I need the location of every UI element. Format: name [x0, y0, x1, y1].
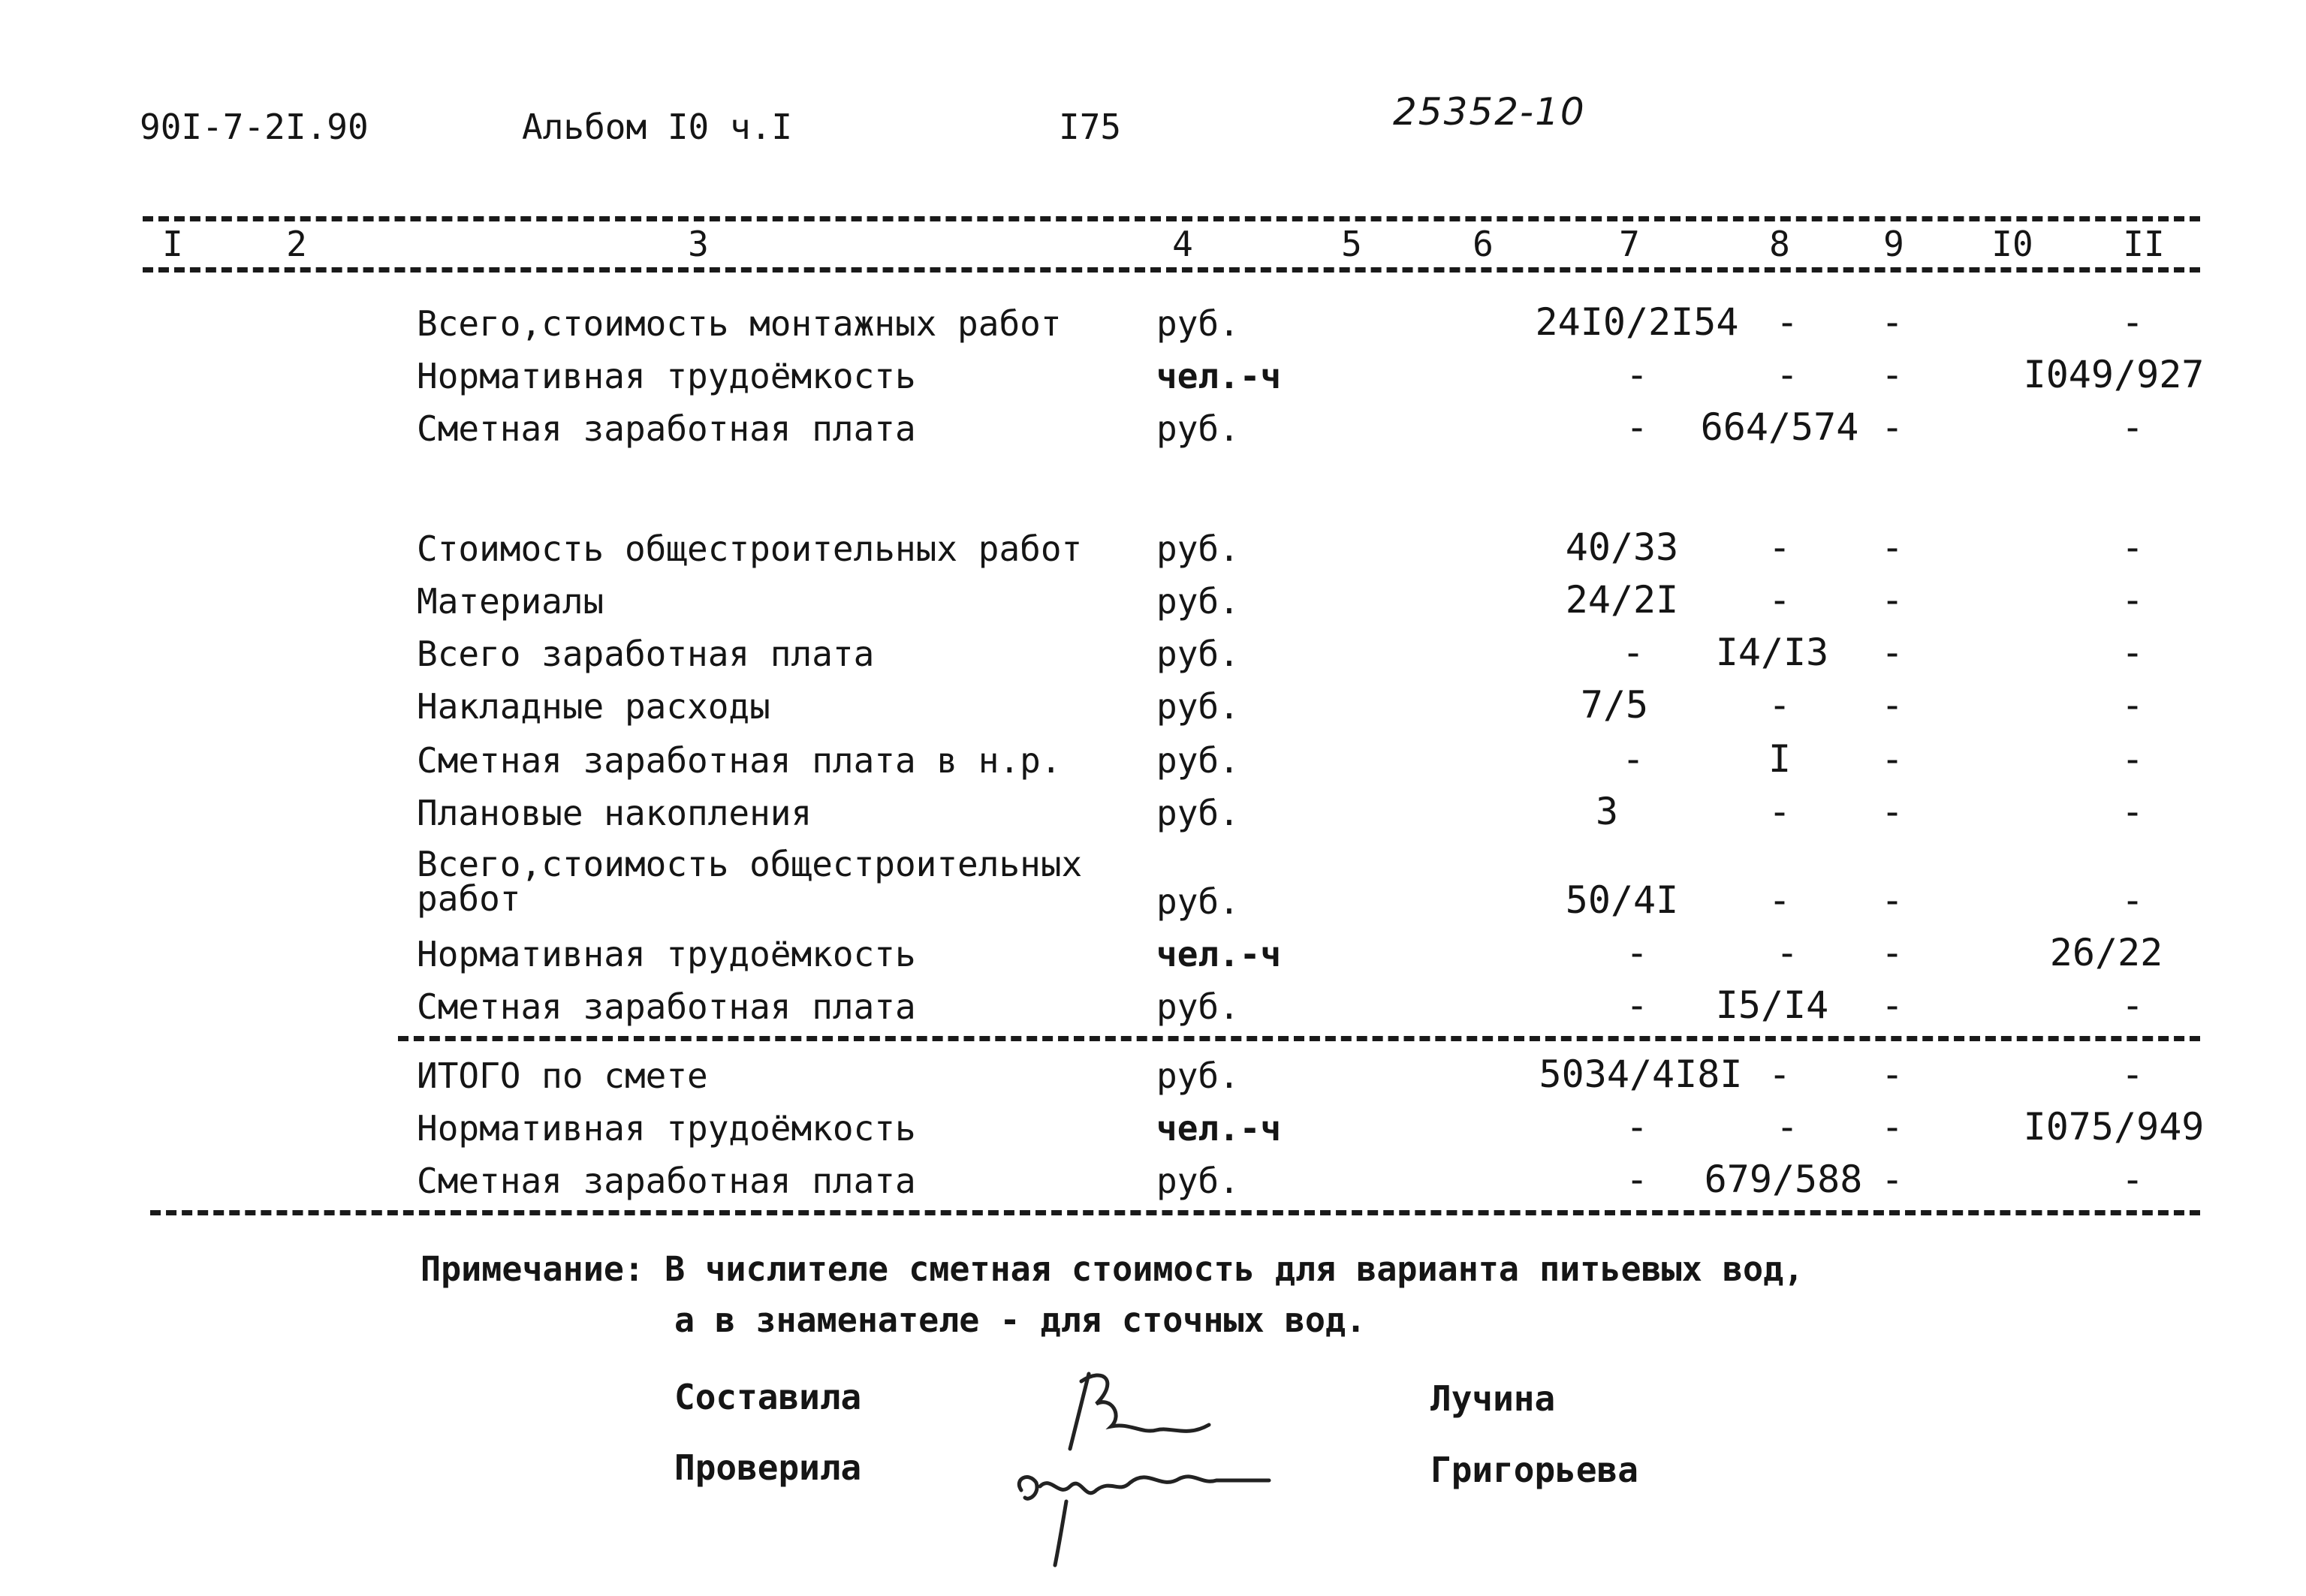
- cell-col7: -: [1621, 631, 1645, 674]
- row-unit: руб.: [1156, 528, 1240, 569]
- row-name: Нормативная трудоёмкость: [417, 934, 916, 974]
- col-10: I0: [1991, 224, 2033, 264]
- row-unit: руб.: [1156, 408, 1240, 449]
- cell-col8: -: [1768, 1052, 1792, 1096]
- cell-col7: -: [1625, 353, 1649, 396]
- cell-col9: -: [1880, 405, 1904, 449]
- cell-col8: 664/574: [1700, 405, 1859, 449]
- cell-col9: -: [1880, 1105, 1904, 1149]
- cell-col8: -: [1775, 300, 1799, 344]
- cell-col9: -: [1880, 878, 1904, 922]
- row-name: Всего,стоимость общестроительных: [417, 844, 1083, 884]
- row-name: Плановые накопления: [417, 793, 812, 833]
- cell-col8: -: [1775, 931, 1799, 974]
- cell-col8: I: [1768, 737, 1792, 781]
- cell-col7: -: [1625, 1105, 1649, 1149]
- cell-col8: -: [1775, 1105, 1799, 1149]
- cell-col11: -: [2121, 1052, 2145, 1096]
- cell-col7: -: [1625, 1158, 1649, 1201]
- table-bottom-rule: [150, 1210, 2200, 1215]
- handwritten-number: 25352-10: [1393, 90, 1586, 134]
- cell-col11: -: [2121, 878, 2145, 922]
- cell-col11: -: [2121, 737, 2145, 781]
- cell-col11: 26/22: [2049, 931, 2163, 974]
- signature-checked: [999, 1426, 1314, 1576]
- cell-col8: -: [1768, 878, 1792, 922]
- cell-col8: I4/I3: [1715, 631, 1829, 674]
- row-unit: чел.-ч: [1156, 356, 1282, 396]
- row-unit: руб.: [1156, 634, 1240, 674]
- row-name: Сметная заработная плата: [417, 1161, 916, 1201]
- cell-col9: -: [1880, 790, 1904, 833]
- cell-col9: -: [1880, 983, 1904, 1027]
- cell-col8: -: [1775, 353, 1799, 396]
- album-label: Альбом I0 ч.I: [522, 107, 793, 147]
- row-unit: руб.: [1156, 1161, 1240, 1201]
- cell-col8: 679/588: [1704, 1158, 1863, 1201]
- row-name: Сметная заработная плата в н.р.: [417, 740, 1062, 781]
- col-11: II: [2123, 224, 2165, 264]
- col-7: 7: [1619, 224, 1640, 264]
- cell-col8: -: [1768, 578, 1792, 622]
- cell-col9: -: [1880, 1158, 1904, 1201]
- row-name: Сметная заработная плата: [417, 408, 916, 449]
- col-8: 8: [1769, 224, 1790, 264]
- cell-col11: -: [2121, 983, 2145, 1027]
- row-name: Материалы: [417, 581, 604, 622]
- cell-col7: -: [1625, 983, 1649, 1027]
- cell-col8: -: [1768, 525, 1792, 569]
- row-unit: чел.-ч: [1156, 934, 1282, 974]
- page-number: I75: [1059, 107, 1122, 147]
- cell-col11: -: [2121, 1158, 2145, 1201]
- col-6: 6: [1473, 224, 1494, 264]
- cell-col8: -: [1768, 790, 1792, 833]
- row-name: Накладные расходы: [417, 686, 770, 727]
- row-unit: руб.: [1156, 740, 1240, 781]
- row-unit: руб.: [1156, 793, 1240, 833]
- row-name: ИТОГО по смете: [417, 1055, 708, 1096]
- row-name: Нормативная трудоёмкость: [417, 356, 916, 396]
- row-name-continuation: работ: [417, 878, 521, 919]
- cell-col11: -: [2121, 790, 2145, 833]
- row-unit: руб.: [1156, 686, 1240, 727]
- cell-col9: -: [1880, 353, 1904, 396]
- cell-col9: -: [1880, 525, 1904, 569]
- cell-col9: -: [1880, 578, 1904, 622]
- cell-col7: 40/33: [1565, 525, 1679, 569]
- row-name: Нормативная трудоёмкость: [417, 1108, 916, 1149]
- cell-col11: I049/927: [2023, 353, 2205, 396]
- note-line-1: Примечание: В числителе сметная стоимость для варианта питьевых вод,: [421, 1249, 1804, 1289]
- cell-col11: -: [2121, 405, 2145, 449]
- cell-col9: -: [1880, 683, 1904, 727]
- row-unit: руб.: [1156, 881, 1240, 922]
- cell-col7: -: [1625, 931, 1649, 974]
- cell-col7: -: [1625, 405, 1649, 449]
- cell-col11: -: [2121, 578, 2145, 622]
- row-unit: руб.: [1156, 986, 1240, 1027]
- document-code: 90I-7-2I.90: [140, 107, 369, 147]
- row-name: Сметная заработная плата: [417, 986, 916, 1027]
- cell-col7: 5034/4I8I: [1539, 1052, 1743, 1096]
- row-name: Всего,стоимость монтажных работ: [417, 303, 1062, 344]
- cell-col9: -: [1880, 631, 1904, 674]
- checked-by-label: Проверила: [674, 1447, 862, 1488]
- col-5: 5: [1341, 224, 1362, 264]
- col-2: 2: [286, 224, 307, 264]
- cell-col11: I075/949: [2023, 1105, 2205, 1149]
- row-unit: руб.: [1156, 1055, 1240, 1096]
- row-unit: чел.-ч: [1156, 1108, 1282, 1149]
- cell-col8: I5/I4: [1715, 983, 1829, 1027]
- cell-col7: 3: [1595, 790, 1619, 833]
- col-3: 3: [688, 224, 709, 264]
- compiled-by-label: Составила: [674, 1377, 862, 1417]
- note-line-2: а в знаменателе - для сточных вод.: [674, 1300, 1367, 1340]
- cell-col9: -: [1880, 931, 1904, 974]
- row-name: Всего заработная плата: [417, 634, 875, 674]
- cell-col9: -: [1880, 300, 1904, 344]
- totals-separator: [398, 1036, 2200, 1041]
- col-9: 9: [1883, 224, 1904, 264]
- header-top-rule: [143, 216, 2200, 221]
- cell-col11: -: [2121, 300, 2145, 344]
- col-1: I: [162, 224, 183, 264]
- cell-col11: -: [2121, 525, 2145, 569]
- row-unit: руб.: [1156, 581, 1240, 622]
- cell-col7: 7/5: [1580, 683, 1649, 727]
- cell-col11: -: [2121, 683, 2145, 727]
- checked-by-name: Григорьева: [1430, 1450, 1638, 1490]
- header-bottom-rule: [143, 267, 2200, 273]
- row-name: Стоимость общестроительных работ: [417, 528, 1083, 569]
- col-4: 4: [1172, 224, 1193, 264]
- cell-col9: -: [1880, 737, 1904, 781]
- cell-col9: -: [1880, 1052, 1904, 1096]
- compiled-by-name: Лучина: [1430, 1378, 1556, 1419]
- row-unit: руб.: [1156, 303, 1240, 344]
- cell-col7: -: [1621, 737, 1645, 781]
- cell-col11: -: [2121, 631, 2145, 674]
- cell-col7: 50/4I: [1565, 878, 1679, 922]
- cell-col7: 24/2I: [1565, 578, 1679, 622]
- cell-col8: -: [1768, 683, 1792, 727]
- cell-col7: 24I0/2I54: [1535, 300, 1739, 344]
